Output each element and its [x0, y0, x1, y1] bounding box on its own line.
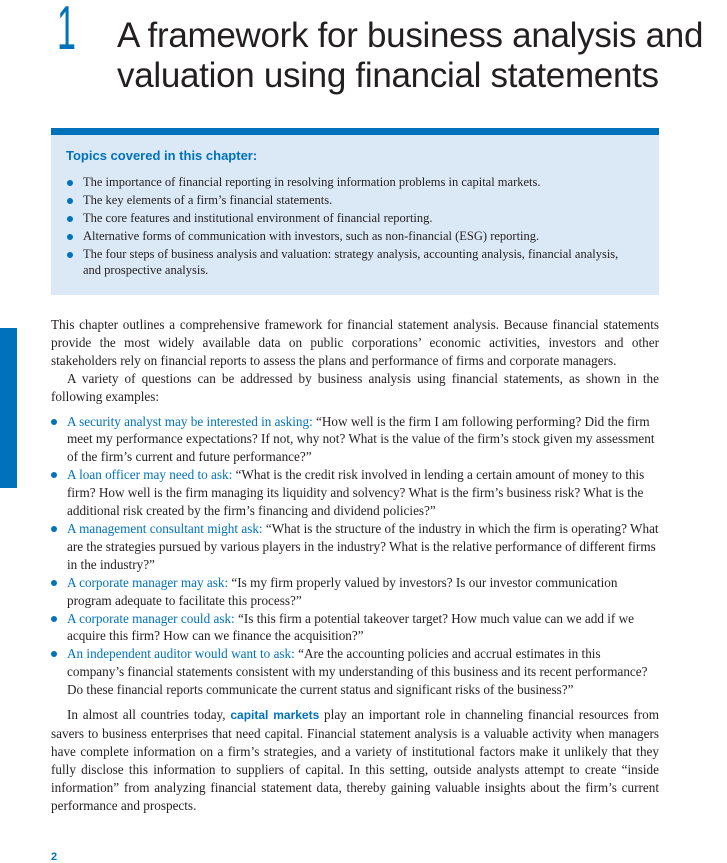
side-marker-bar: [0, 328, 17, 488]
bullet-icon: [67, 216, 73, 222]
topic-text: The core features and institutional environment of financial reporting.: [83, 211, 433, 226]
examples-list: [51, 413, 659, 700]
bullet-icon: [51, 419, 57, 425]
topics-heading: Topics covered in this chapter:: [66, 148, 258, 163]
example-text: “What is the credit risk involved in lending a certain amount of money to this firm? How well is the firm managing its liquidity and solvency? What is the firm’s business risk? What is the additional risk created by the firm’s financing and dividend policies?”: [67, 467, 645, 519]
bullet-icon: [51, 616, 57, 622]
intro-paragraph: This chapter outlines a comprehensive framework for financial statement analysis. Because financial statements provide the most widely available data on public corporations’ economic activities, investors and other stakeholders rely on financial reports to assess the plans and performance of firms and corporate managers.: [51, 317, 659, 368]
topics-box: [51, 128, 659, 295]
topic-item: [67, 229, 627, 245]
example-lead: A management consultant might ask:: [67, 520, 263, 536]
key-term: capital markets: [230, 708, 320, 723]
bullet-icon: [67, 234, 73, 240]
example-lead: A corporate manager may ask:: [67, 574, 229, 590]
bullet-icon: [67, 252, 73, 258]
topic-text: The four steps of business analysis and valuation: strategy analysis, accounting analysis, financial analysis, and prospective analysis.: [83, 247, 619, 277]
examples-intro-paragraph: A variety of questions can be addressed by business analysis using financial statements, as shown in the following examples:: [51, 370, 659, 404]
capital-markets-paragraph: [51, 706, 659, 814]
example-item: [51, 574, 659, 610]
topic-text: The key elements of a firm’s financial statements.: [83, 193, 333, 208]
topics-list: [67, 175, 627, 281]
topic-text: Alternative forms of communication with investors, such as non-financial (ESG) reporting.: [83, 229, 540, 244]
example-item: [51, 520, 659, 574]
bullet-icon: [67, 180, 73, 186]
paragraph-text: play an important role in channeling financial resources from savers to business enterprises that need capital. Financial statement analysis is a valuable activity when managers have complete information on a firm’s strategies, and a variety of institutional factors make it unlikely that they fully disclose this information to suppliers of capital. In this setting, outside analysts attempt to create “inside information” from analyzing financial statement data, thereby gaining valuable insights about the firm’s current performance and prospects.: [51, 707, 659, 813]
topic-item: [67, 193, 627, 209]
topic-item: [67, 175, 627, 191]
example-text: “How well is the firm I am following performing? Did the firm meet my performance expectations? If not, why not? What is the value of the firm’s stock given my assessment of the firm’s current and future performance?”: [67, 413, 655, 465]
example-lead: A corporate manager could ask:: [67, 610, 235, 626]
example-lead: A security analyst may be interested in asking:: [67, 413, 313, 429]
example-item: [51, 413, 659, 467]
example-item: [51, 610, 659, 646]
chapter-number: 1: [57, 0, 76, 63]
example-text: “Is this firm a potential takeover target? How much value can we add if we acquire this firm? How can we finance the acquisition?”: [67, 610, 634, 644]
example-item: [51, 645, 659, 699]
chapter-title: A framework for business analysis and valuation using financial statements: [117, 16, 704, 95]
bullet-icon: [51, 651, 57, 657]
example-lead: A loan officer may need to ask:: [67, 467, 233, 483]
bullet-icon: [51, 580, 57, 586]
paragraph-text: In almost all countries today,: [67, 707, 231, 723]
bullet-icon: [51, 472, 57, 478]
example-text: “What is the structure of the industry in which the firm is operating? What are the strategies pursued by various players in the industry? What is the relative performance of different firms in the industry?”: [67, 520, 659, 572]
main-text: [51, 316, 659, 814]
example-text: “Is my firm properly valued by investors? Is our investor communication program adequate to facilitate this process?”: [67, 574, 618, 608]
bullet-icon: [51, 526, 57, 532]
topic-item: [67, 211, 627, 227]
example-text: “Are the accounting policies and accrual estimates in this company’s financial statements consistent with my understanding of this business and its recent performance? Do these financial reports communicate the current status and significant risks of the business?”: [67, 646, 648, 698]
example-item: [51, 466, 659, 520]
page-number: 2: [51, 851, 58, 863]
topic-text: The importance of financial reporting in resolving information problems in capital markets.: [83, 175, 541, 189]
bullet-icon: [67, 198, 73, 204]
example-lead: An independent auditor would want to ask:: [67, 646, 295, 662]
topic-item: [67, 247, 627, 278]
